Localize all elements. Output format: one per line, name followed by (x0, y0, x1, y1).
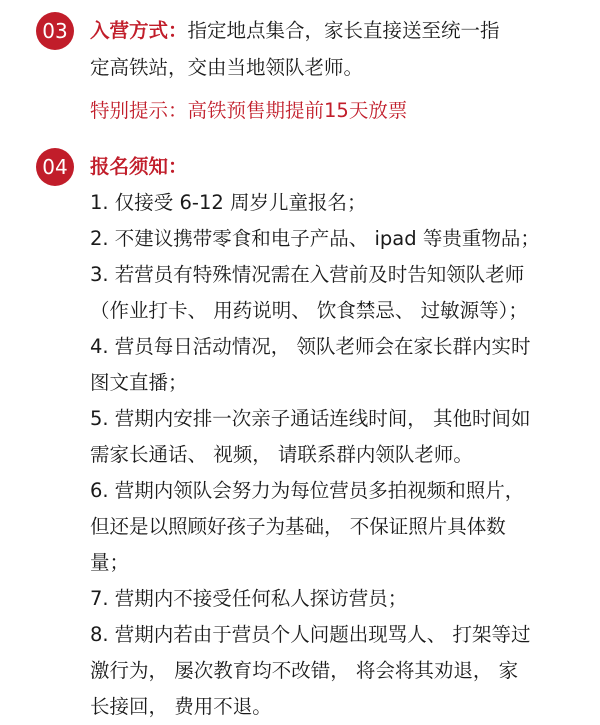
note-line: （作业打卡、 用药说明、 饮食禁忌、 过敏源等）； (90, 299, 528, 322)
note-line: 激行为， 屡次教育均不改错， 将会将其劝退， 家 (90, 659, 519, 682)
note-line: 6. 营期内领队会努力为每位营员多拍视频和照片， (90, 479, 525, 502)
section-entry-method (36, 0, 576, 130)
note-line: 3. 若营员有特殊情况需在入营前及时告知领队老师 (90, 263, 525, 286)
special-notice: 特别提示：高铁预售期提前15天放票 (90, 99, 408, 122)
section-number-badge: 03 (36, 12, 74, 50)
note-line: 长接回， 费用不退。 (90, 695, 272, 718)
section-number-badge: 04 (36, 148, 74, 186)
registration-notes-heading (90, 149, 188, 185)
note-line: 量； (90, 551, 130, 574)
note-line: 8. 营期内若由于营员个人问题出现骂人、 打架等过 (90, 623, 531, 646)
entry-method-title: 入营方式： (90, 19, 188, 42)
note-line: 图文直播； (90, 371, 188, 394)
entry-method-text-1: 指定地点集合，家长直接送至统一指 (187, 19, 500, 42)
entry-method-text-2: 定高铁站，交由当地领队老师。 (90, 56, 364, 79)
note-line: 5. 营期内安排一次亲子通话连线时间， 其他时间如 (90, 407, 531, 430)
note-line: 2. 不建议携带零食和电子产品、 ipad 等贵重物品； (90, 227, 540, 250)
note-line: 4. 营员每日活动情况， 领队老师会在家长群内实时 (90, 335, 531, 358)
note-line: 但还是以照顾好孩子为基础， 不保证照片具体数 (90, 515, 506, 538)
note-line: 1. 仅接受 6-12 周岁儿童报名； (90, 191, 367, 214)
registration-notes-title: 报名须知： (90, 155, 188, 178)
note-line: 7. 营期内不接受任何私人探访营员； (90, 587, 408, 610)
note-line: 需家长通话、 视频， 请联系群内领队老师。 (90, 443, 473, 466)
section-registration-notes (36, 145, 576, 718)
entry-method-line-1 (90, 13, 500, 49)
